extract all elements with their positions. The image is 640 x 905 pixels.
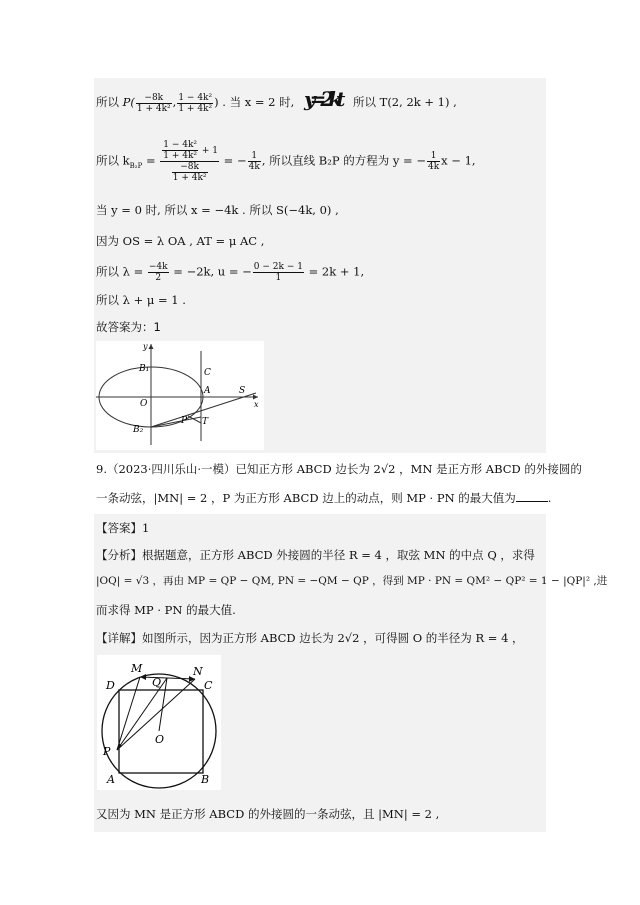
solution-line-5 [96,262,364,283]
text: , [172,95,177,109]
answer-blank [516,491,548,502]
text: 所以 [96,95,119,109]
label-C: C [204,679,213,692]
solution-line-1 [96,87,457,114]
text: . 当 x = 2 时, [222,95,295,109]
analysis-line-2: |OQ| = √3 ，再由 MP = QP − QM, PN = −QM − QP ，得到 MP · PN = QM² − QP² = 1 − |QP|² ,进 [96,575,608,587]
text: + 1 [199,146,219,156]
text: , 所以直线 B₂P 的方程为 y = − [261,153,426,168]
numerator: −8k [136,93,172,104]
denominator: 1 + 4k² [136,103,171,114]
text: P( [122,95,135,109]
fraction [148,262,169,283]
fraction [162,140,198,161]
question-9-line-2 [96,491,551,505]
ellipse-figure [96,341,264,450]
label-O: O [155,733,165,746]
numerator: 1 − 4k² [163,140,198,150]
numerator: 1 [427,151,440,162]
numerator: −4k [148,262,168,272]
label-B2: B₂ [133,425,144,435]
circle-square-figure [97,655,221,790]
solution-line-3: 当 y = 0 时, 所以 x = −4k . 所以 S(−4k, 0) , [96,203,339,217]
fraction [248,151,261,172]
chord-MN [140,677,195,679]
solution-line-6: 所以 λ + μ = 1 . [96,293,186,307]
label-D: D [106,679,115,692]
text: 所以 λ = [96,264,147,279]
denominator: 1 + 4k² [172,173,207,183]
subscript: B₂P [129,161,143,170]
denominator: 1 [275,273,282,283]
text: . [547,491,552,505]
fraction [136,93,172,114]
fraction [177,93,213,114]
label-y: y [143,342,148,351]
label-x: x [254,400,259,409]
numerator: 0 − 2k − 1 [253,262,303,272]
solution-line-4: 因为 OS = λ OA , AT = μ AC , [96,234,265,248]
answer-line: 故答案为：1 [96,320,161,334]
numerator: 1 [248,151,261,162]
answer-label: 【答案】1 [96,521,150,535]
label-P: P [181,416,188,426]
label-S: S [239,386,246,396]
fraction [427,151,440,172]
compound-fraction [160,140,219,183]
text: 一条动弦，|MN| = 2 ，P 为正方形 ABCD 边上的动点，则 MP · PN 的最大值为 [96,491,516,505]
label-A: A [204,386,211,396]
numerator: 1 − 4k² [178,92,213,103]
denominator: 4k [248,162,260,172]
analysis-line-3: 而求得 MP · PN 的最大值. [96,603,236,617]
text: = −2k, u = − [169,264,252,279]
label-Q: Q [152,676,162,689]
fraction [172,162,208,183]
text: 所以 k [96,153,130,168]
label-B1: B₁ [139,364,150,374]
denominator: 4k [427,162,440,172]
numerator [160,140,219,162]
label-N: N [193,665,203,678]
denominator: 2 [155,273,162,283]
solution-line-2 [96,140,476,183]
label-A: A [107,773,115,786]
detail-line: 【详解】如图所示，因为正方形 ABCD 边长为 2√2 ，可得圆 O 的半径为 R = 4 ， [96,631,524,645]
glitch-formula: y=2kt [303,87,340,111]
ellipse-diagram [96,341,264,450]
denominator: 1 + 4k² [178,103,213,114]
numerator: −8k [172,162,208,173]
text: 所以 T(2, 2k + 1) , [353,95,457,109]
y-axis-arrow [149,344,154,349]
label-M: M [131,662,143,675]
label-C: C [204,368,211,378]
x-axis-arrow [253,395,258,400]
text: = 2k + 1, [304,264,365,279]
denominator: 1 + 4k² [163,151,198,161]
label-B: B [201,773,210,786]
label-T: T [202,417,209,427]
circle-square-diagram [97,655,221,790]
text: ) [214,95,219,109]
final-line: 又因为 MN 是正方形 ABCD 的外接圆的一条动弦，且 |MN| = 2 , [96,807,440,821]
text: x − 1, [441,153,476,168]
fraction [253,262,304,283]
analysis-line-1: 【分析】根据题意，正方形 ABCD 外接圆的半径 R = 4 ，取弦 MN 的中点 Q ，求得 [96,548,535,562]
label-P: P [103,745,111,758]
question-9-line-1: 9.（2023·四川乐山·一模）已知正方形 ABCD 边长为 2√2 ，MN 是正方形 ABCD 的外接圆的 [96,462,582,476]
text: = [142,153,160,168]
denominator [160,162,219,183]
text: = − [220,153,247,168]
label-O: O [140,399,148,409]
